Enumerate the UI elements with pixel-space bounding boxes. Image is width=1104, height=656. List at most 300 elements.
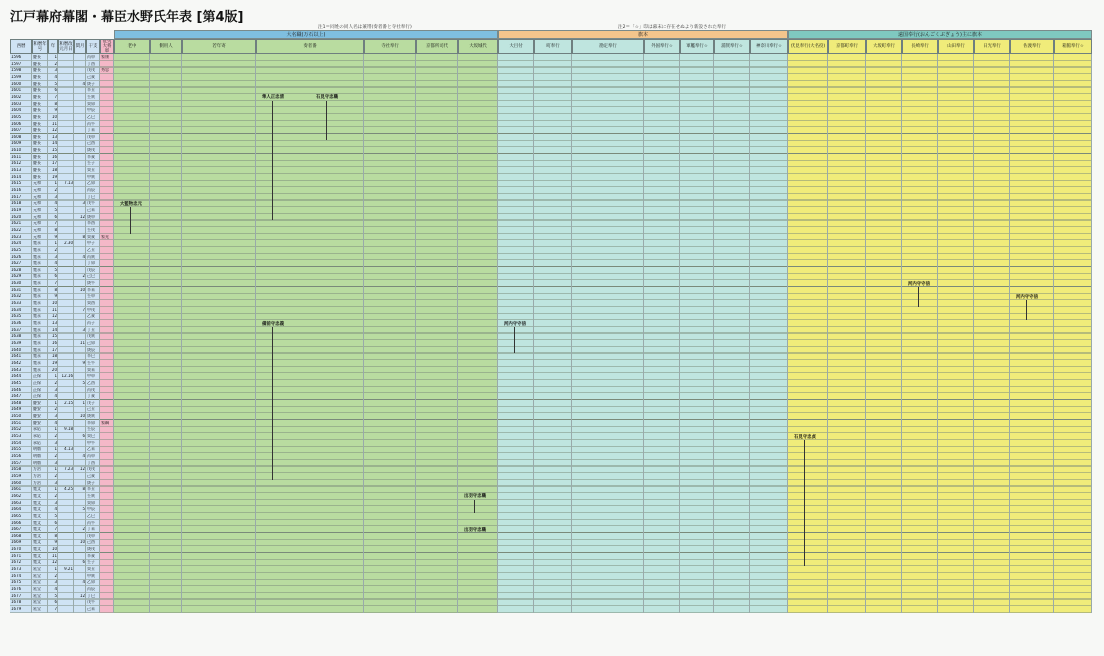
- row-cell-era: 延宝: [33, 567, 41, 572]
- col-body-kaigen: [58, 54, 74, 613]
- row-cell-year: 1669: [11, 540, 22, 545]
- row-cell-eto: 戊寅: [87, 334, 95, 339]
- row-cell-shogun: 家綱: [101, 420, 109, 425]
- row-cell-eto: 戊戌: [87, 467, 95, 472]
- col-header-gunkan: 軍艦奉行☆: [680, 39, 714, 54]
- row-cell-year: 1633: [11, 301, 22, 306]
- row-cell-era: 慶長: [33, 74, 41, 79]
- officeholder-label: 隼人正忠清: [262, 95, 284, 101]
- row-cell-era: 寛永: [33, 307, 41, 312]
- tenure-line: [514, 327, 515, 354]
- row-cell-eto: 庚子: [87, 81, 95, 86]
- row-cell-year: 1663: [11, 500, 22, 505]
- row-cell-year: 1604: [11, 108, 22, 113]
- tenure-line: [474, 500, 475, 513]
- row-cell-era: 慶長: [33, 121, 41, 126]
- row-cell-num: 2: [54, 573, 57, 578]
- group-hatamoto: 旗本: [498, 30, 788, 39]
- row-cell-era: 寛永: [33, 261, 41, 266]
- row-cell-era: 寛永: [33, 287, 41, 292]
- row-cell-year: 1666: [11, 520, 22, 525]
- row-cell-era: 延宝: [33, 600, 41, 605]
- row-cell-era: 承応: [33, 440, 41, 445]
- row-cell-eto: 戊申: [87, 134, 95, 139]
- page-title: 江戸幕府幕閣・幕臣水野氏年表 [第4版]: [10, 10, 244, 25]
- row-cell-year: 1609: [11, 141, 22, 146]
- row-cell-eto: 甲寅: [87, 174, 95, 179]
- row-cell-num: 12: [51, 128, 57, 133]
- row-cell-era: 寛永: [33, 294, 41, 299]
- note-1: 注1＝同姓の同人名は兼帯(奏者番と寺社奉行): [318, 25, 412, 30]
- row-cell-kaigen: 2.15: [64, 400, 73, 405]
- row-cell-era: 慶長: [33, 101, 41, 106]
- row-cell-shogun: 家康: [101, 55, 109, 59]
- row-cell-eto: 辛巳: [87, 354, 95, 359]
- row-cell-eto: 癸未: [87, 367, 95, 372]
- row-cell-era: 寛文: [33, 540, 41, 545]
- row-cell-eto: 丁卯: [87, 261, 95, 266]
- row-cell-eto: 己未: [87, 207, 95, 212]
- row-cell-eto: 丙午: [87, 121, 95, 126]
- row-cell-era: 寛永: [33, 347, 41, 352]
- row-cell-era: 慶安: [33, 407, 41, 412]
- row-cell-year: 1671: [11, 553, 22, 558]
- row-cell-era: 寛文: [33, 547, 41, 552]
- row-cell-era: 寛文: [33, 513, 41, 518]
- row-cell-year: 1629: [11, 274, 22, 279]
- row-cell-num: 1: [54, 181, 57, 186]
- row-cell-num: 6: [54, 274, 57, 279]
- row-cell-num: 11: [51, 121, 57, 126]
- row-cell-year: 1623: [11, 234, 22, 239]
- row-cell-era: 寛文: [33, 507, 41, 512]
- row-cell-num: 16: [51, 154, 57, 159]
- row-cell-year: 1667: [11, 527, 22, 532]
- row-cell-num: 7: [54, 94, 57, 99]
- row-cell-uruu: 12: [79, 593, 85, 598]
- col-body-ometsuke: [498, 54, 534, 613]
- row-cell-year: 1655: [11, 447, 22, 452]
- row-cell-eto: 丙辰: [87, 587, 95, 591]
- row-cell-uruu: 9: [82, 360, 85, 365]
- col-header-seireki: 西暦: [10, 39, 32, 54]
- tenure-line: [326, 101, 327, 141]
- row-cell-era: 寛永: [33, 340, 41, 345]
- row-cell-year: 1657: [11, 460, 22, 465]
- col-header-sobayonin: 側用人: [150, 39, 182, 54]
- row-cell-num: 5: [54, 267, 57, 272]
- row-cell-year: 1634: [11, 307, 22, 312]
- row-cell-year: 1678: [11, 600, 22, 605]
- row-cell-num: 10: [51, 114, 57, 119]
- row-cell-era: 寛永: [33, 301, 41, 306]
- row-cell-era: 慶長: [33, 154, 41, 159]
- row-cell-eto: 戊申: [87, 533, 95, 538]
- row-cell-num: 5: [54, 81, 57, 86]
- row-cell-year: 1615: [11, 181, 22, 186]
- row-cell-era: 延宝: [33, 593, 41, 598]
- row-cell-era: 承応: [33, 427, 41, 432]
- row-cell-num: 10: [51, 547, 57, 552]
- row-cell-year: 1613: [11, 168, 22, 173]
- col-header-mark: 征夷大将軍: [100, 39, 114, 54]
- row-cell-uruu: 6: [82, 560, 85, 565]
- row-cell-num: 8: [54, 227, 57, 232]
- row-cell-num: 15: [51, 334, 57, 339]
- row-cell-year: 1602: [11, 94, 22, 99]
- col-body-nikko: [974, 54, 1010, 613]
- row-cell-era: 寛文: [33, 520, 41, 525]
- officeholder-label: 出羽守忠職: [464, 527, 486, 533]
- row-cell-era: 寛永: [33, 334, 41, 339]
- row-cell-num: 3: [54, 460, 57, 465]
- group-daimyo: 大名職(万石以上): [114, 30, 498, 39]
- row-cell-eto: 壬午: [87, 360, 95, 365]
- tenure-line: [804, 440, 805, 566]
- row-cell-year: 1665: [11, 513, 22, 518]
- row-cell-eto: 丁酉: [87, 460, 95, 465]
- row-cell-num: 8: [54, 287, 57, 292]
- col-header-osakamachi: 大坂町奉行: [866, 39, 902, 54]
- row-cell-year: 1646: [11, 387, 22, 392]
- row-cell-eto: 己未: [87, 606, 95, 611]
- row-cell-era: 元和: [33, 181, 41, 186]
- row-cell-eto: 壬子: [87, 161, 95, 166]
- row-cell-era: 延宝: [33, 606, 41, 611]
- row-cell-eto: 丙申: [87, 454, 95, 458]
- row-cell-eto: 丁丑: [87, 327, 95, 332]
- row-cell-era: 承応: [33, 434, 41, 439]
- row-cell-era: 慶長: [33, 174, 41, 179]
- col-body-nagasaki: [902, 54, 938, 613]
- row-cell-eto: 庚午: [87, 281, 95, 286]
- row-cell-num: 6: [54, 88, 57, 93]
- row-cell-eto: 甲午: [87, 440, 95, 445]
- row-cell-year: 1660: [11, 480, 22, 485]
- row-cell-eto: 乙巳: [87, 513, 95, 518]
- row-cell-eto: 丙辰: [87, 188, 95, 192]
- row-cell-eto: 癸卯: [87, 500, 95, 505]
- row-cell-shogun: 家光: [101, 234, 109, 239]
- row-cell-year: 1619: [11, 207, 22, 212]
- row-cell-year: 1670: [11, 547, 22, 552]
- row-cell-year: 1661: [11, 487, 22, 492]
- row-cell-eto: 辛酉: [87, 221, 95, 226]
- row-cell-kaigen: 9.21: [64, 567, 73, 572]
- row-cell-num: 1: [54, 427, 57, 432]
- row-cell-num: 14: [51, 141, 57, 146]
- row-cell-era: 慶長: [33, 68, 41, 73]
- row-cell-eto: 己卯: [87, 340, 95, 345]
- col-body-mark: [100, 54, 114, 613]
- row-cell-num: 19: [51, 174, 57, 179]
- row-cell-uruu: 6: [82, 434, 85, 439]
- officeholder-label: 備前守忠義: [262, 321, 284, 327]
- row-cell-kaigen: 9.18: [64, 427, 73, 432]
- row-cell-num: 1: [54, 487, 57, 492]
- row-cell-year: 1617: [11, 194, 22, 199]
- row-cell-year: 1649: [11, 407, 22, 412]
- officeholder-label: 河内守守信: [1016, 294, 1038, 300]
- row-cell-num: 2: [54, 407, 57, 412]
- row-cell-num: 2: [54, 188, 57, 192]
- row-cell-era: 寛永: [33, 367, 41, 372]
- row-cell-num: 13: [51, 134, 57, 139]
- row-cell-year: 1598: [11, 68, 22, 73]
- row-cell-year: 1632: [11, 294, 22, 299]
- row-cell-num: 9: [54, 108, 57, 113]
- officeholder-label: 石見守忠職: [316, 95, 338, 101]
- row-cell-eto: 戊午: [87, 600, 95, 605]
- row-cell-year: 1616: [11, 188, 22, 192]
- row-cell-eto: 壬子: [87, 560, 95, 565]
- row-cell-eto: 甲子: [87, 241, 95, 246]
- row-cell-eto: 辛亥: [87, 154, 95, 159]
- row-cell-uruu: 4: [82, 254, 85, 259]
- col-body-sobayonin: [150, 54, 182, 613]
- row-cell-num: 16: [51, 340, 57, 345]
- row-cell-era: 寛永: [33, 241, 41, 246]
- row-cell-eto: 乙卯: [87, 181, 95, 186]
- col-header-osaka: 大坂城代: [458, 39, 498, 54]
- row-cell-num: 18: [51, 168, 57, 173]
- row-cell-num: 5: [54, 513, 57, 518]
- row-cell-year: 1621: [11, 221, 22, 226]
- row-cell-era: 寛文: [33, 527, 41, 532]
- row-cell-year: 1618: [11, 201, 22, 206]
- row-cell-year: 1638: [11, 334, 22, 339]
- row-cell-era: 寛永: [33, 267, 41, 272]
- col-header-sado: 佐渡奉行: [1010, 39, 1054, 54]
- col-body-kanjo: [572, 54, 644, 613]
- row-cell-year: 1624: [11, 241, 22, 246]
- row-cell-num: 7: [54, 527, 57, 532]
- row-cell-era: 元和: [33, 194, 41, 199]
- row-cell-year: 1607: [11, 128, 22, 133]
- col-header-gengo: 和暦年号: [32, 39, 48, 54]
- row-cell-year: 1644: [11, 374, 22, 379]
- col-header-jisha: 寺社奉行: [364, 39, 416, 54]
- col-header-kyoto: 京都所司代: [416, 39, 458, 54]
- row-cell-year: 1673: [11, 567, 22, 572]
- row-cell-num: 2: [54, 473, 57, 478]
- row-cell-eto: 甲辰: [87, 108, 95, 113]
- row-cell-num: 4: [54, 394, 57, 399]
- row-cell-eto: 甲辰: [87, 507, 95, 512]
- row-cell-uruu: 12: [79, 214, 85, 219]
- row-cell-eto: 辛卯: [87, 420, 95, 425]
- row-cell-eto: 壬辰: [87, 427, 95, 432]
- row-cell-num: 2: [54, 380, 57, 385]
- row-cell-num: 7: [54, 606, 57, 611]
- row-cell-num: 4: [54, 507, 57, 512]
- row-cell-eto: 辛亥: [87, 553, 95, 558]
- row-cell-era: 正保: [33, 394, 41, 399]
- group-ongoku: 遠国奉行(おんごくぶぎょう)主に旗本: [788, 30, 1092, 39]
- row-cell-num: 10: [51, 301, 57, 306]
- row-cell-era: 慶長: [33, 61, 41, 66]
- row-cell-num: 1: [54, 55, 57, 59]
- row-cell-era: 明暦: [33, 460, 41, 465]
- officeholder-label: 河内守守信: [908, 281, 930, 287]
- row-cell-eto: 辛丑: [87, 88, 95, 93]
- row-cell-num: 8: [54, 101, 57, 106]
- row-cell-year: 1645: [11, 380, 22, 385]
- row-cell-eto: 己巳: [87, 274, 95, 279]
- row-cell-eto: 己酉: [87, 540, 95, 545]
- row-cell-num: 1: [54, 467, 57, 472]
- col-header-sojaban: 奏者番: [256, 39, 364, 54]
- row-cell-year: 1599: [11, 74, 22, 79]
- col-body-wakadoshiyori: [182, 54, 256, 613]
- row-cell-num: 4: [54, 201, 57, 206]
- row-cell-era: 延宝: [33, 580, 41, 585]
- row-cell-num: 4: [54, 420, 57, 425]
- row-cell-year: 1610: [11, 148, 22, 153]
- row-cell-era: 元和: [33, 221, 41, 226]
- col-header-machi: 町奉行: [534, 39, 572, 54]
- row-cell-uruu: 5: [82, 380, 85, 385]
- col-header-kaigen: 和暦改元月日: [58, 39, 74, 54]
- row-cell-num: 3: [54, 194, 57, 199]
- row-cell-era: 寛文: [33, 500, 41, 505]
- row-cell-eto: 壬寅: [87, 94, 95, 99]
- row-cell-year: 1608: [11, 134, 22, 139]
- row-cell-eto: 乙卯: [87, 580, 95, 585]
- col-header-hakodate: 箱館奉行☆: [1054, 39, 1092, 54]
- row-cell-num: 3: [54, 440, 57, 445]
- row-cell-year: 1653: [11, 434, 22, 439]
- row-cell-eto: 庚戌: [87, 148, 95, 153]
- row-cell-year: 1651: [11, 420, 22, 425]
- row-cell-year: 1662: [11, 493, 22, 498]
- col-header-nen: 年: [48, 39, 58, 54]
- row-cell-eto: 丙申: [87, 55, 95, 59]
- row-cell-num: 3: [54, 414, 57, 419]
- officeholder-label: 石見守忠貞: [794, 434, 816, 440]
- row-cell-era: 正保: [33, 380, 41, 385]
- officeholder-label: 大監物忠元: [120, 201, 142, 207]
- row-cell-num: 2: [54, 434, 57, 439]
- row-cell-year: 1648: [11, 400, 22, 405]
- row-cell-era: 万治: [33, 480, 41, 485]
- row-cell-era: 寛永: [33, 314, 41, 319]
- row-cell-num: 9: [54, 294, 57, 299]
- row-cell-year: 1668: [11, 533, 22, 538]
- row-cell-eto: 庚寅: [87, 414, 95, 419]
- row-cell-year: 1637: [11, 327, 22, 332]
- row-cell-era: 寛永: [33, 327, 41, 332]
- row-cell-num: 15: [51, 148, 57, 153]
- row-cell-year: 1611: [11, 154, 22, 159]
- row-cell-year: 1614: [11, 174, 22, 179]
- row-cell-year: 1628: [11, 267, 22, 272]
- row-cell-eto: 丁酉: [87, 61, 95, 66]
- col-body-jisha: [364, 54, 416, 613]
- col-body-fushimi: [788, 54, 828, 613]
- row-cell-num: 1: [54, 447, 57, 452]
- row-cell-num: 13: [51, 321, 57, 325]
- row-cell-era: 慶長: [33, 55, 41, 59]
- row-cell-eto: 丙寅: [87, 254, 95, 259]
- col-header-kanjo: 勘定奉行: [572, 39, 644, 54]
- col-header-kyomachi: 京都町奉行: [828, 39, 866, 54]
- row-cell-eto: 己丑: [87, 407, 95, 412]
- row-cell-num: 11: [51, 307, 57, 312]
- row-cell-era: 元和: [33, 207, 41, 212]
- row-cell-num: 19: [51, 360, 57, 365]
- col-header-yamada: 山田奉行: [938, 39, 974, 54]
- row-cell-era: 寛永: [33, 274, 41, 279]
- row-cell-uruu: 3: [82, 327, 85, 332]
- row-cell-era: 慶長: [33, 161, 41, 166]
- row-cell-num: 6: [54, 520, 57, 525]
- row-cell-year: 1612: [11, 161, 22, 166]
- col-body-hakodate: [1054, 54, 1092, 613]
- row-cell-year: 1635: [11, 314, 22, 319]
- row-cell-era: 慶安: [33, 414, 41, 419]
- row-cell-year: 1631: [11, 287, 22, 292]
- row-cell-era: 元和: [33, 214, 41, 219]
- row-cell-year: 1647: [11, 394, 22, 399]
- row-cell-year: 1674: [11, 573, 22, 578]
- row-cell-era: 慶長: [33, 168, 41, 173]
- row-cell-era: 慶長: [33, 94, 41, 99]
- row-cell-num: 3: [54, 480, 57, 485]
- row-cell-shogun: 秀忠: [101, 68, 109, 73]
- row-cell-kaigen: 12.16: [61, 374, 73, 379]
- row-cell-eto: 庚申: [87, 214, 95, 219]
- row-cell-eto: 乙巳: [87, 114, 95, 119]
- row-cell-era: 明暦: [33, 454, 41, 458]
- row-cell-year: 1658: [11, 467, 22, 472]
- row-cell-num: 9: [54, 234, 57, 239]
- row-cell-uruu: 12: [79, 467, 85, 472]
- col-header-ometsuke: 大目付: [498, 39, 534, 54]
- row-cell-era: 明暦: [33, 447, 41, 452]
- col-header-kanagawa: 神奈川奉行☆: [750, 39, 788, 54]
- row-cell-era: 元和: [33, 234, 41, 239]
- row-cell-eto: 甲申: [87, 374, 95, 379]
- row-cell-num: 3: [54, 68, 57, 73]
- row-cell-year: 1642: [11, 360, 22, 365]
- row-cell-year: 1659: [11, 473, 22, 478]
- row-cell-era: 慶長: [33, 141, 41, 146]
- row-cell-era: 寛永: [33, 354, 41, 359]
- row-cell-uruu: 11: [79, 340, 85, 345]
- row-cell-num: 1: [54, 374, 57, 379]
- row-cell-year: 1622: [11, 227, 22, 232]
- officeholder-label: 出羽守忠職: [464, 494, 486, 500]
- row-cell-eto: 戊戌: [87, 68, 95, 73]
- row-cell-kaigen: 4.25: [64, 487, 73, 492]
- row-cell-num: 20: [51, 367, 57, 372]
- row-cell-uruu: 5: [82, 507, 85, 512]
- row-cell-era: 慶長: [33, 134, 41, 139]
- col-header-uraga: 浦賀奉行☆: [714, 39, 750, 54]
- row-cell-year: 1603: [11, 101, 22, 106]
- row-cell-eto: 辛未: [87, 287, 95, 292]
- row-cell-eto: 癸酉: [87, 301, 95, 306]
- row-cell-kaigen: 7.13: [64, 181, 73, 186]
- row-cell-eto: 庚辰: [87, 347, 95, 352]
- row-cell-year: 1600: [11, 81, 22, 86]
- row-cell-num: 2: [54, 247, 57, 252]
- tenure-line: [918, 287, 919, 307]
- row-cell-eto: 癸丑: [87, 168, 95, 173]
- col-body-yamada: [938, 54, 974, 613]
- col-header-roju: 老中: [114, 39, 150, 54]
